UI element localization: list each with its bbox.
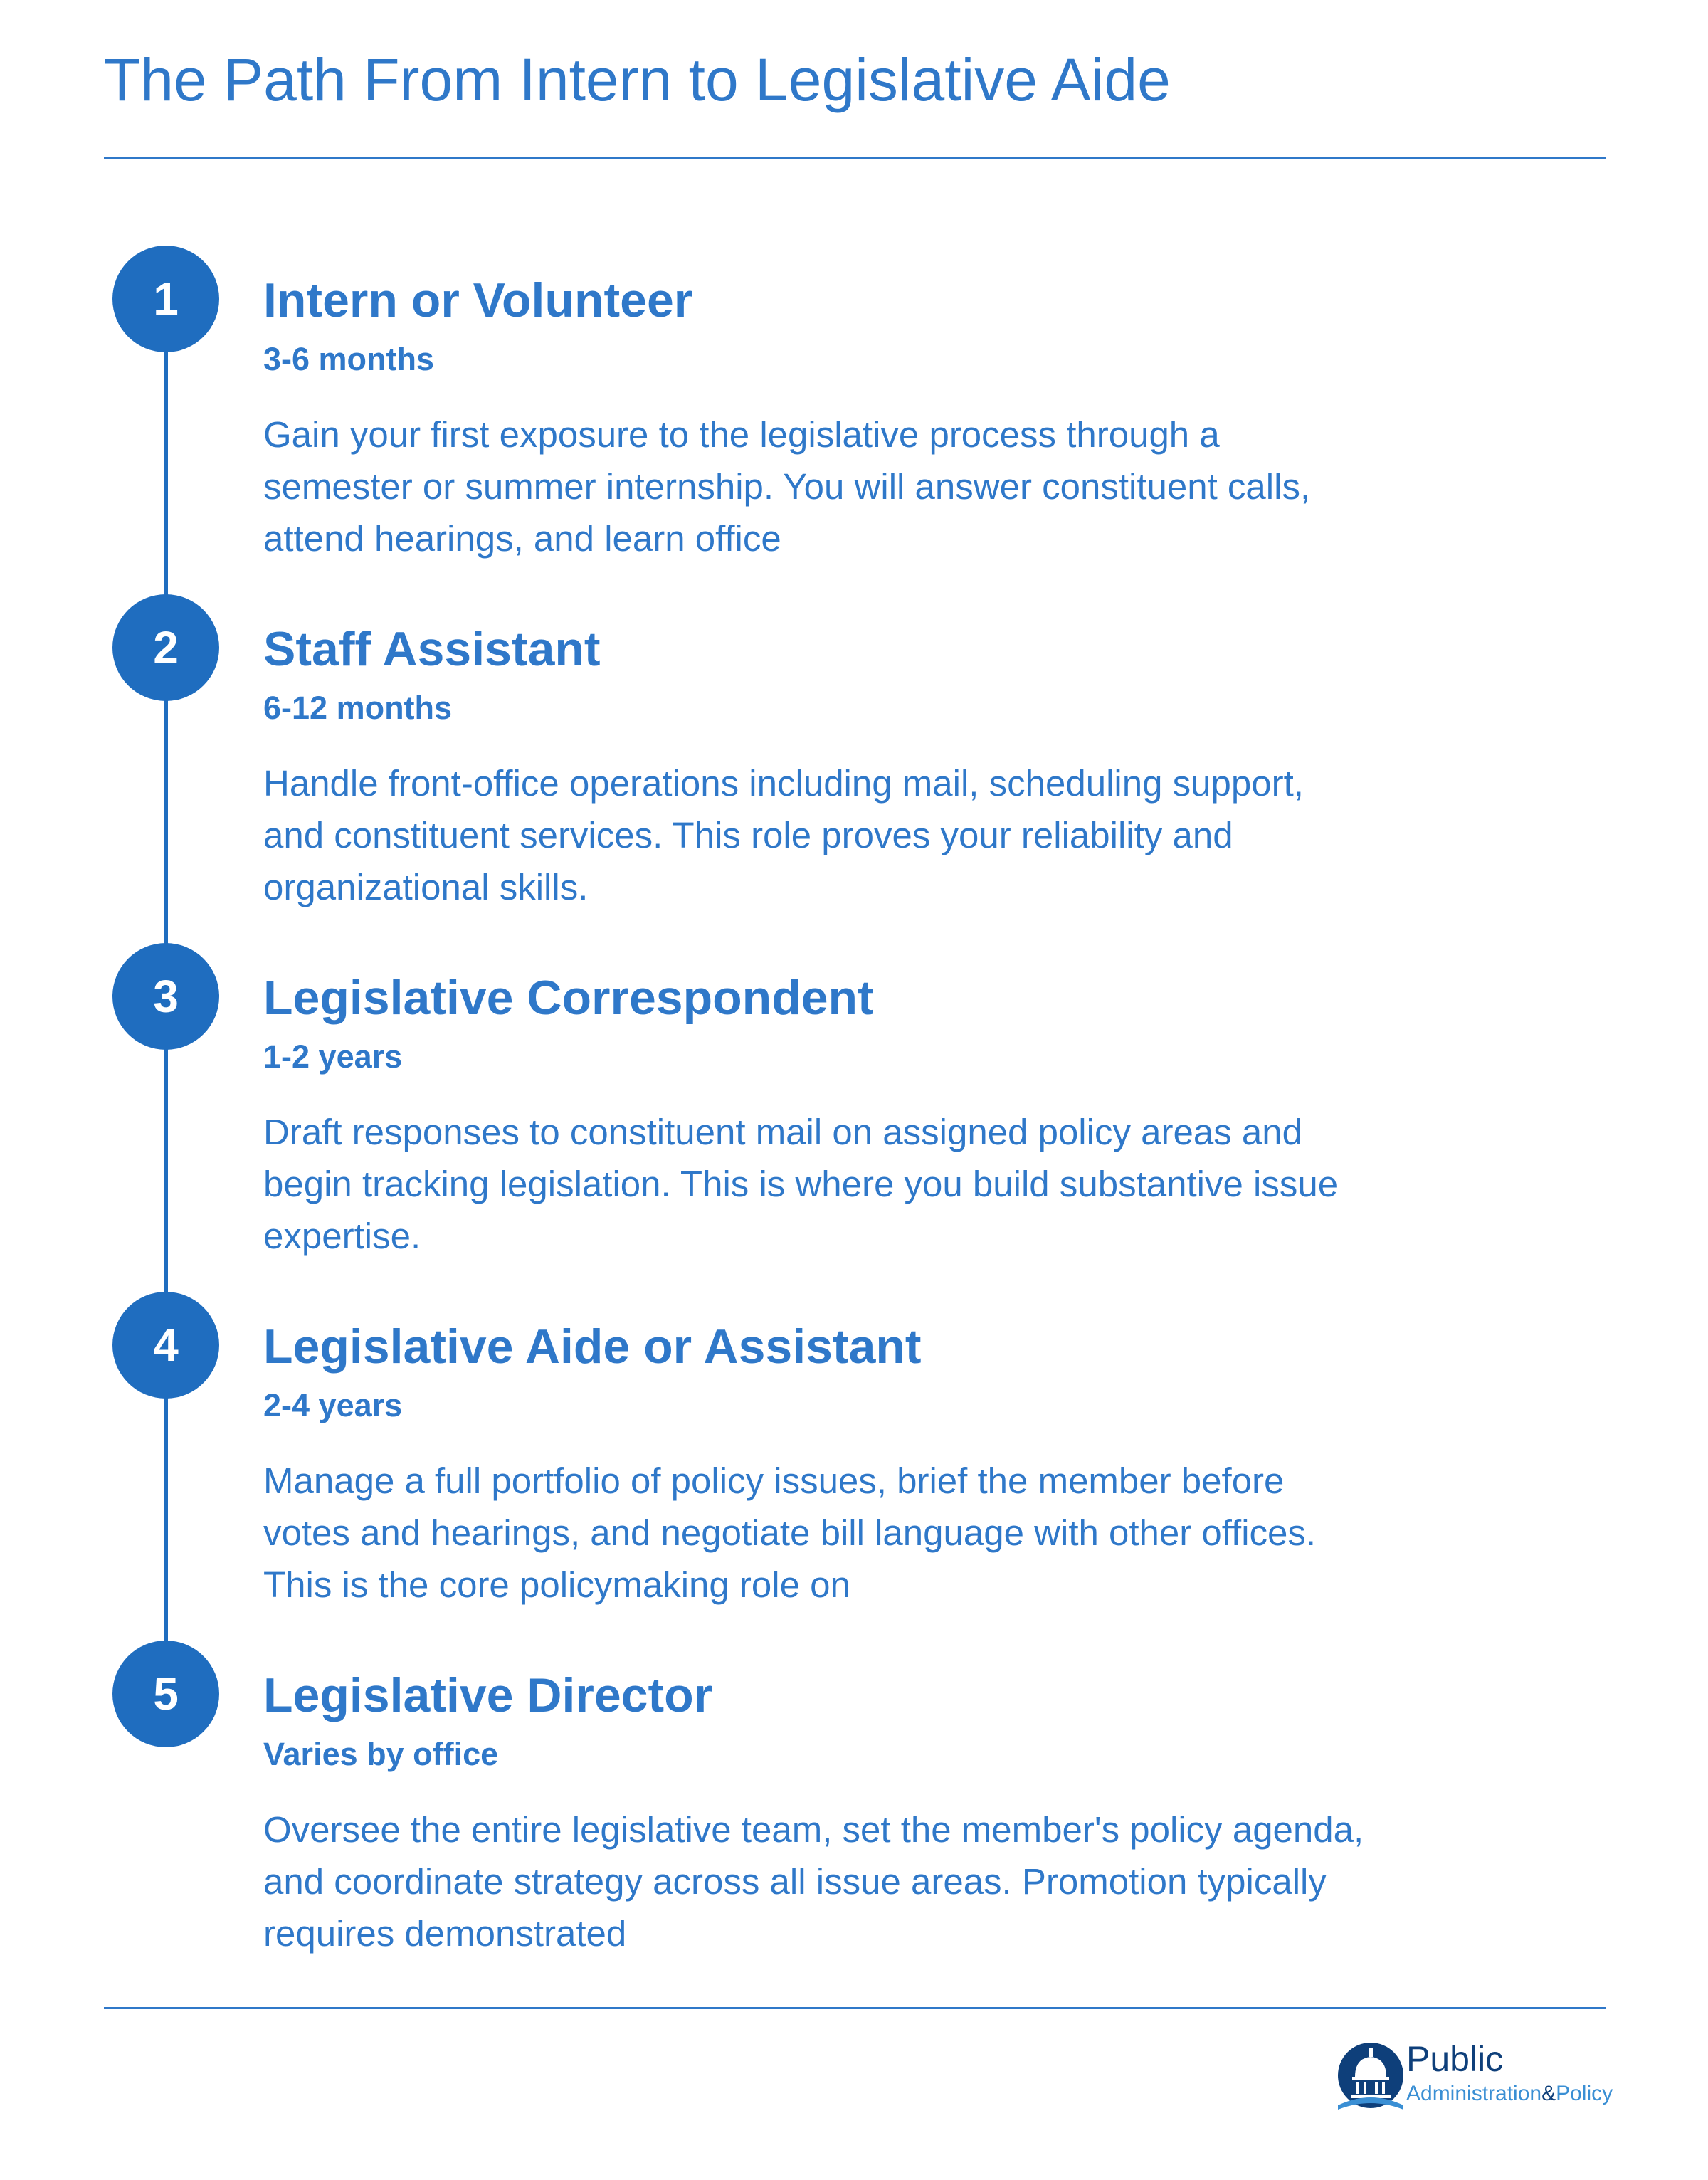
page-title: The Path From Intern to Legislative Aide: [104, 46, 1171, 113]
step-description: Oversee the entire legislative team, set the member's policy agenda, and coordinate strategy across all issue areas. Promotion typically requires demonstrated: [263, 1808, 1364, 1954]
step-duration: 6-12 months: [263, 689, 453, 726]
step-legislative-director: [263, 1667, 1374, 1959]
top-divider: [104, 157, 1606, 159]
step-number-badge: 3: [112, 943, 219, 1050]
step-duration: 1-2 years: [263, 1038, 403, 1075]
step-description: Gain your first exposure to the legislative process through a semester or summer internship. You will answer constituent calls, attend hearings, and learn office: [263, 414, 1311, 559]
step-intern: [263, 272, 1374, 564]
step-description: Manage a full portfolio of policy issues, brief the member before votes and hearings, and negotiate bill language with other offices. This is the core policymaking role on: [263, 1460, 1317, 1605]
step-number-badge: 1: [112, 246, 219, 352]
step-number-badge: 5: [112, 1641, 219, 1747]
step-duration: Varies by office: [263, 1735, 499, 1772]
step-title: Legislative Director: [263, 1668, 713, 1722]
step-description: Handle front-office operations including mail, scheduling support, and constituent services. This role proves your reliability and organizational skills.: [263, 762, 1304, 907]
step-number-badge: 4: [112, 1292, 219, 1399]
step-duration: 3-6 months: [263, 340, 435, 377]
step-legislative-aide: [263, 1318, 1374, 1611]
brand-logo: [1335, 2039, 1613, 2118]
step-title: Intern or Volunteer: [263, 273, 693, 327]
logo-wordmark: Public: [1406, 2039, 1504, 2079]
step-title: Legislative Aide or Assistant: [263, 1320, 922, 1374]
logo-subtitle: Administration&Policy: [1406, 2082, 1613, 2105]
step-title: Staff Assistant: [263, 622, 601, 676]
step-title: Legislative Correspondent: [263, 971, 874, 1025]
bottom-divider: [104, 2007, 1606, 2009]
step-number-badge: 2: [112, 594, 219, 701]
capitol-dome-icon: [1335, 2040, 1406, 2115]
step-staff-assistant: [263, 621, 1374, 913]
step-legislative-correspondent: [263, 969, 1374, 1262]
step-duration: 2-4 years: [263, 1386, 403, 1423]
step-description: Draft responses to constituent mail on assigned policy areas and begin tracking legislation. This is where you build substantive issue expertise.: [263, 1111, 1339, 1256]
